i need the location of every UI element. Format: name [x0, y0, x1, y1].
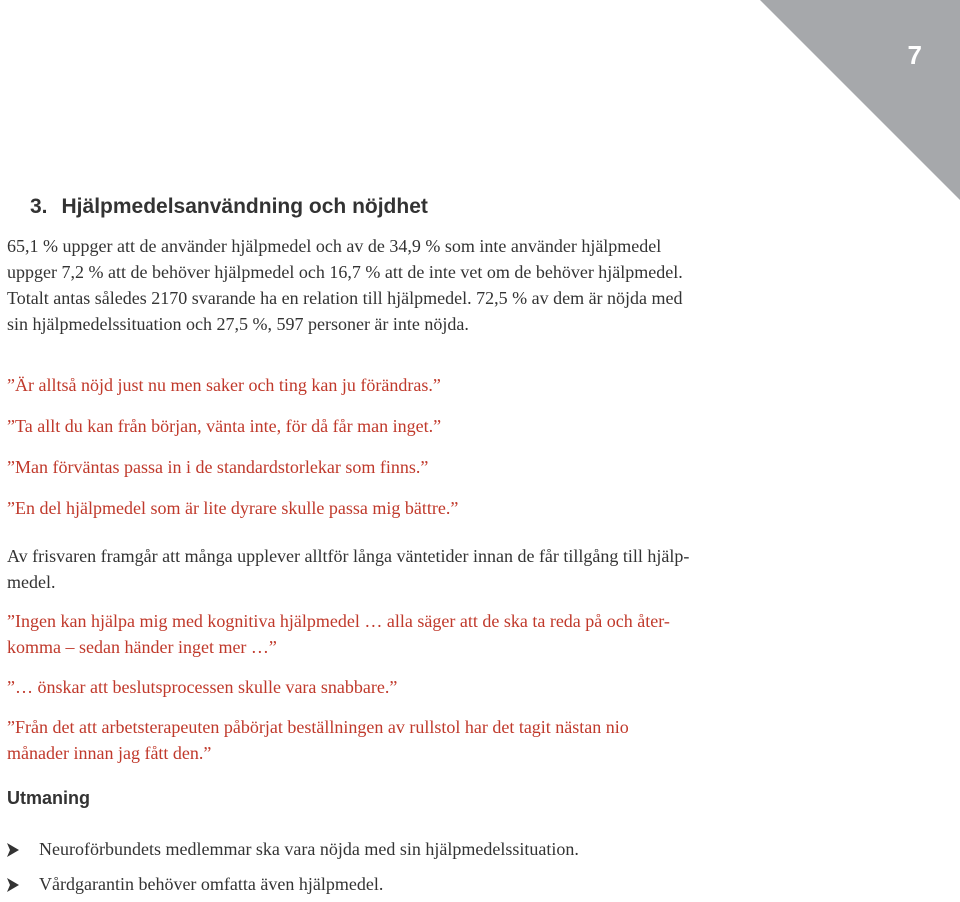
quote: ”Man förväntas passa in i de standardstorlekar som finns.” — [7, 457, 429, 477]
quote — [7, 608, 807, 660]
quote-line: ”… önskar att beslutsprocessen skulle vara snabbare.” — [7, 677, 398, 697]
list-item — [7, 832, 579, 867]
intro-line: Totalt antas således 2170 svarande ha en relation till hjälpmedel. 72,5 % av dem är nöjda med — [7, 288, 683, 308]
quote: ”En del hjälpmedel som är lite dyrare skulle passa mig bättre.” — [7, 498, 459, 518]
quote-line: komma – sedan händer inget mer …” — [7, 637, 277, 657]
quote: ”Ta allt du kan från början, vänta inte, för då får man inget.” — [7, 416, 442, 436]
section-number: 3. — [30, 195, 48, 218]
chevron-right-icon — [7, 843, 19, 857]
waiting-time-paragraph — [7, 543, 827, 595]
paragraph-line: Av frisvaren framgår att många upplever alltför långa väntetider innan de får tillgång till hjälp- — [7, 546, 690, 566]
quote-line: ”Ingen kan hjälpa mig med kognitiva hjälpmedel … alla säger att de ska ta reda på och åter- — [7, 611, 670, 631]
intro-paragraph — [7, 233, 827, 337]
intro-line: 65,1 % uppger att de använder hjälpmedel och av de 34,9 % som inte använder hjälpmedel — [7, 236, 662, 256]
list-item-text: Neuroförbundets medlemmar ska vara nöjda med sin hjälpmedelssituation. — [39, 839, 579, 859]
intro-line: uppger 7,2 % att de behöver hjälpmedel och 16,7 % att de inte vet om de behöver hjälpmedel. — [7, 262, 683, 282]
quote-line: ”Från det att arbetsterapeuten påbörjat beställningen av rullstol har det tagit nästan nio — [7, 717, 629, 737]
paragraph-line: medel. — [7, 572, 56, 592]
page-number: 7 — [907, 40, 922, 70]
challenge-list — [7, 832, 579, 902]
section-title: Hjälpmedelsanvändning och nöjdhet — [61, 195, 428, 218]
section-heading — [30, 195, 428, 219]
chevron-right-icon — [7, 878, 19, 892]
page-corner-tab — [760, 0, 960, 200]
intro-line: sin hjälpmedelssituation och 27,5 %, 597 personer är inte nöjda. — [7, 314, 469, 334]
quote-line: månader innan jag fått den.” — [7, 743, 212, 763]
challenge-heading: Utmaning — [7, 788, 90, 808]
quote — [7, 714, 807, 766]
quote: ”Är alltså nöjd just nu men saker och ting kan ju förändras.” — [7, 375, 441, 395]
list-item — [7, 867, 579, 902]
quote — [7, 674, 807, 700]
list-item-text: Vårdgarantin behöver omfatta även hjälpmedel. — [39, 874, 384, 894]
